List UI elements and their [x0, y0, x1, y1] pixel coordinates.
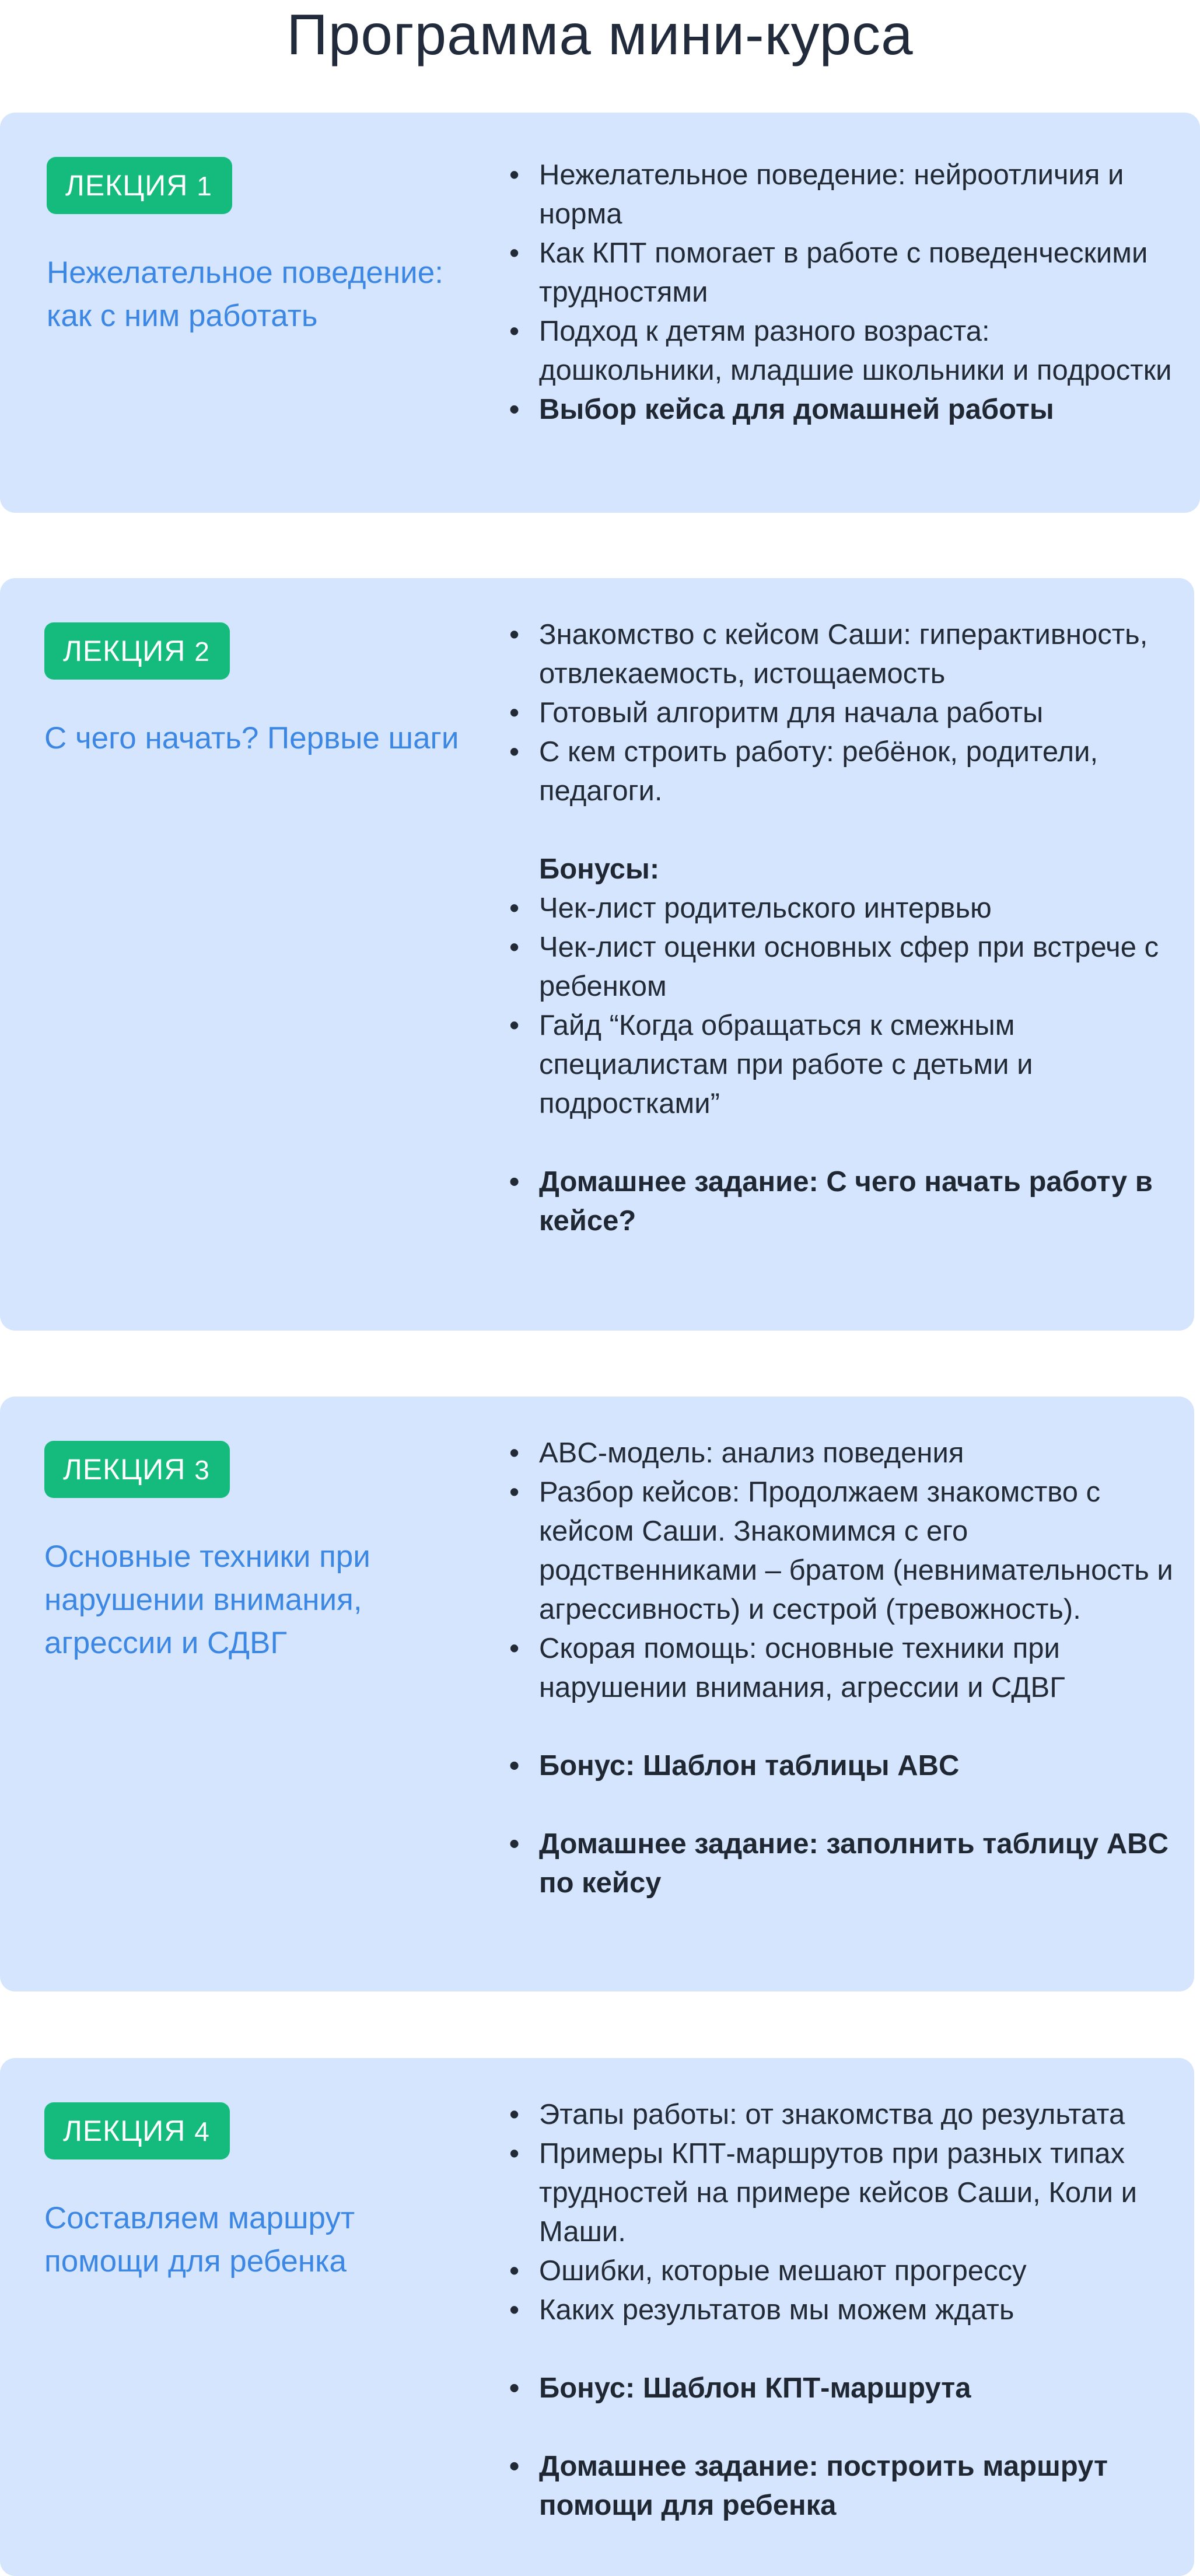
lecture-card-4	[0, 2058, 1194, 2576]
lecture-card-2	[0, 578, 1194, 1331]
list-item: • С кем строить работу: ребёнок, родители, педагоги.	[511, 733, 1174, 811]
lecture-badge	[47, 157, 232, 214]
badge-word: ЛЕКЦИЯ	[63, 1453, 186, 1486]
homework-item: • Домашнее задание: С чего начать работу в кейсе?	[511, 1163, 1174, 1241]
lecture-content	[511, 615, 1174, 1241]
list-item: • Готовый алгоритм для начала работы	[511, 694, 1174, 733]
bonus-list	[511, 889, 1174, 1124]
bonus-item: • Чек-лист оценки основных сфер при встрече с ребенком	[511, 928, 1174, 1006]
lecture-content	[511, 2095, 1174, 2525]
bonus-list	[511, 1746, 1174, 1786]
list-item: • Скорая помощь: основные техники при нарушении внимания, агрессии и СДВГ	[511, 1629, 1174, 1707]
lecture-badge	[44, 1441, 230, 1498]
lecture-topic: Нежелательное поведение: как с ним работать	[47, 256, 443, 333]
bonus-item: • Гайд “Когда обращаться к смежным специалистам при работе с детьми и подростками”	[511, 1006, 1174, 1124]
topic-list	[511, 1434, 1174, 1707]
bonus-item: • Чек-лист родительского интервью	[511, 889, 1174, 928]
list-item: • Разбор кейсов: Продолжаем знакомство с кейсом Саши. Знакомимся с его родственниками – братом (невнимательность и агрессивность) и сестрой (тревожность).	[511, 1473, 1174, 1629]
lecture-header	[44, 1441, 476, 1665]
bonus-heading: Бонусы:	[539, 853, 660, 885]
bonus-item: • Бонус: Шаблон КПТ-маршрута	[511, 2369, 1174, 2408]
lecture-header	[47, 157, 478, 338]
lecture-header	[44, 2102, 476, 2283]
lecture-topic: Составляем маршрут помощи для ребенка	[44, 2201, 355, 2278]
list-item: • Этапы работы: от знакомства до результата	[511, 2095, 1174, 2134]
homework-item: • Домашнее задание: построить маршрут помощи для ребенка	[511, 2447, 1174, 2525]
badge-number: 2	[194, 636, 210, 667]
list-item: • ABC-модель: анализ поведения	[511, 1434, 1174, 1473]
badge-word: ЛЕКЦИЯ	[63, 635, 186, 667]
badge-number: 1	[197, 171, 212, 201]
badge-word: ЛЕКЦИЯ	[63, 2115, 186, 2147]
page-title: Программа мини-курса	[286, 2, 914, 66]
list-item: • Ошибки, которые мешают прогрессу	[511, 2252, 1174, 2291]
topic-list	[511, 156, 1174, 429]
list-item: • Каких результатов мы можем ждать	[511, 2291, 1174, 2330]
badge-number: 4	[194, 2116, 210, 2147]
lecture-badge	[44, 2102, 230, 2160]
list-item: • Примеры КПТ-маршрутов при разных типах трудностей на примере кейсов Саши, Коли и Маши.	[511, 2134, 1174, 2252]
badge-number: 3	[194, 1455, 210, 1485]
bonus-list	[511, 2369, 1174, 2408]
lecture-topic: Основные техники при нарушении внимания, агрессии и СДВГ	[44, 1539, 370, 1660]
lecture-header	[44, 622, 476, 760]
topic-list	[511, 2095, 1174, 2330]
lecture-topic: С чего начать? Первые шаги	[44, 721, 459, 755]
topic-list	[511, 615, 1174, 811]
badge-word: ЛЕКЦИЯ	[65, 169, 188, 202]
bonus-item: • Бонус: Шаблон таблицы ABC	[511, 1746, 1174, 1786]
homework-list	[511, 1825, 1174, 1903]
lecture-content	[511, 156, 1174, 429]
list-item: • Подход к детям разного возраста: дошкольники, младшие школьники и подростки	[511, 312, 1174, 390]
homework-item: • Домашнее задание: заполнить таблицу ABC по кейсу	[511, 1825, 1174, 1903]
list-item: • Нежелательное поведение: нейроотличия и норма	[511, 156, 1174, 234]
list-item: • Как КПТ помогает в работе с поведенческими трудностями	[511, 234, 1174, 312]
list-item: • Знакомство с кейсом Саши: гиперактивность, отвлекаемость, истощаемость	[511, 615, 1174, 694]
lecture-card-1	[0, 113, 1200, 513]
lecture-badge	[44, 622, 230, 680]
homework-list	[511, 2447, 1174, 2525]
homework-list	[511, 1163, 1174, 1241]
lecture-card-3	[0, 1396, 1194, 1992]
lecture-content	[511, 1434, 1174, 1903]
homework-item: • Выбор кейса для домашней работы	[511, 390, 1174, 429]
